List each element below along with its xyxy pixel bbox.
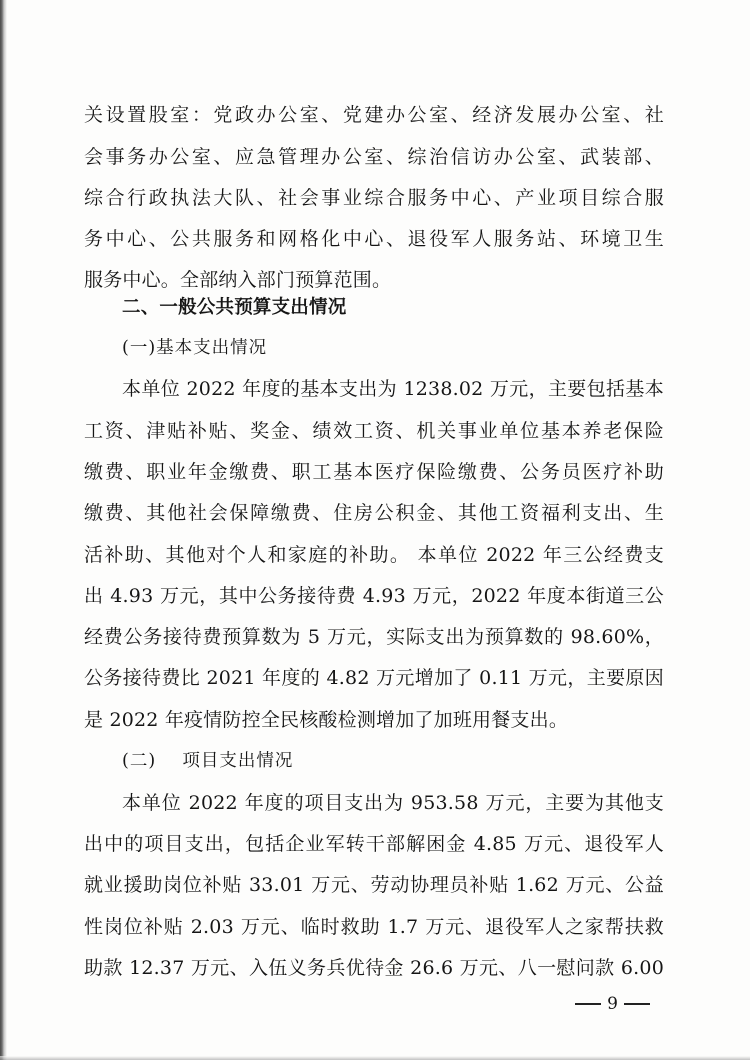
text-line: 工资、津贴补贴、奖金、绩效工资、机关事业单位基本养老保险 bbox=[84, 420, 664, 442]
text-line: 关设置股室：党政办公室、党建办公室、经济发展办公室、社 bbox=[84, 104, 664, 126]
text-line: 缴费、职业年金缴费、职工基本医疗保险缴费、公务员医疗补助 bbox=[84, 461, 664, 483]
text-line: 务中心、公共服务和网格化中心、退役军人服务站、环境卫生 bbox=[84, 228, 664, 250]
text-line: 本单位 2022 年度的项目支出为 953.58 万元，主要为其他支 bbox=[122, 792, 664, 814]
text-line: 会事务办公室、应急管理办公室、综治信访办公室、武装部、 bbox=[84, 146, 664, 168]
text-line: 综合行政执法大队、社会事业综合服务中心、产业项目综合服 bbox=[84, 187, 664, 209]
text-line: 经费公务接待费预算数为 5 万元，实际支出为预算数的 98.60%， bbox=[84, 626, 664, 648]
dash-right bbox=[624, 1003, 650, 1004]
subsection-heading: (一)基本支出情况 bbox=[122, 338, 268, 358]
page-number: 9 bbox=[607, 994, 618, 1014]
section-heading: 二、一般公共预算支出情况 bbox=[122, 297, 347, 318]
text-line: 本单位 2022 年度的基本支出为 1238.02 万元，主要包括基本 bbox=[122, 378, 664, 400]
dash-left bbox=[575, 1003, 601, 1004]
text-line: 助款 12.37 万元、入伍义务兵优待金 26.6 万元、八一慰问款 6.00 bbox=[84, 957, 664, 979]
subsection-heading: (二) 项目支出情况 bbox=[122, 751, 294, 771]
text-line: 服务中心。全部纳入部门预算范围。 bbox=[84, 269, 392, 291]
text-line: 活补助、其他对个人和家庭的补助。 本单位 2022 年三公经费支 bbox=[84, 544, 664, 566]
page-footer bbox=[575, 994, 650, 1014]
text-line: 是 2022 年疫情防控全民核酸检测增加了加班用餐支出。 bbox=[84, 709, 569, 731]
text-line: 性岗位补贴 2.03 万元、临时救助 1.7 万元、退役军人之家帮扶救 bbox=[84, 916, 664, 938]
text-line: 缴费、其他社会保障缴费、住房公积金、其他工资福利支出、生 bbox=[84, 502, 664, 524]
text-line: 就业援助岗位补贴 33.01 万元、劳动协理员补贴 1.62 万元、公益 bbox=[84, 874, 664, 896]
text-line: 出中的项目支出，包括企业军转干部解困金 4.85 万元、退役军人 bbox=[84, 833, 664, 855]
text-line: 公务接待费比 2021 年度的 4.82 万元增加了 0.11 万元，主要原因 bbox=[84, 667, 664, 689]
text-line: 出 4.93 万元，其中公务接待费 4.93 万元，2022 年度本街道三公 bbox=[84, 585, 664, 607]
